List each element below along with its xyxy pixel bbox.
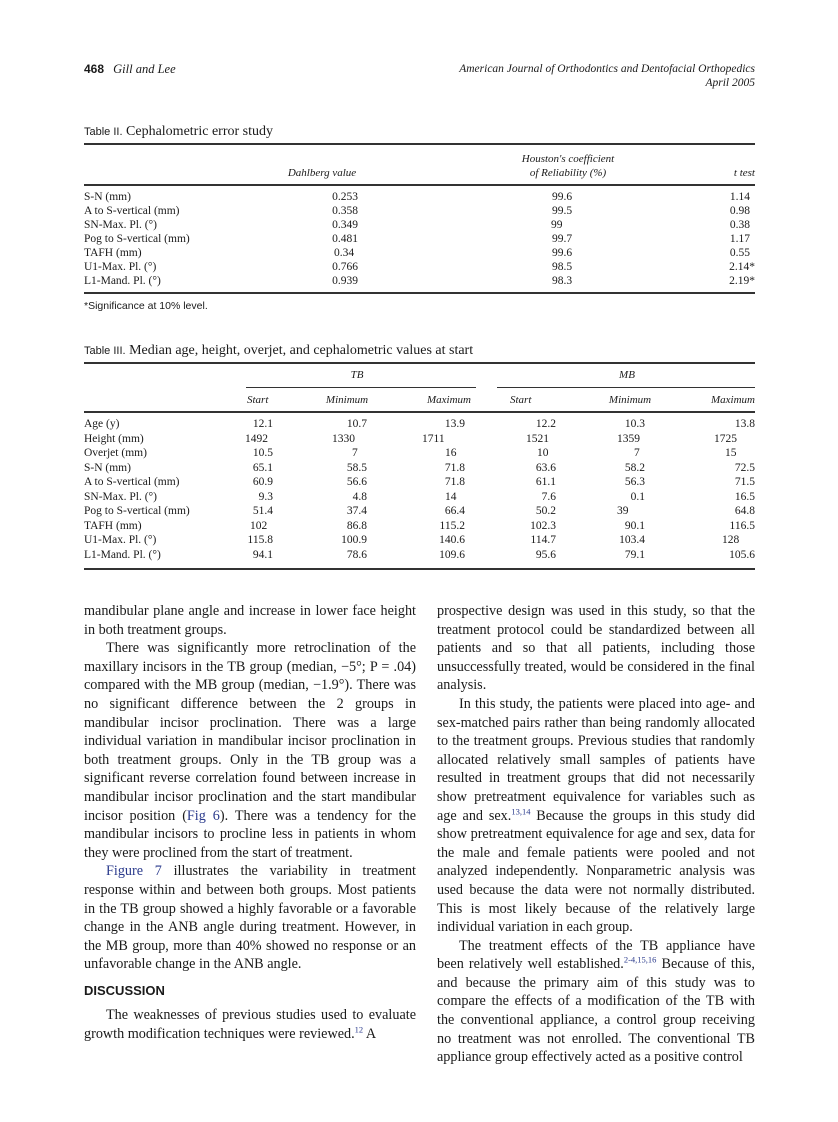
tb-minimum: 7	[352, 447, 358, 459]
subheader-tb-start: Start	[247, 394, 269, 406]
tb-minimum: 100.9	[341, 534, 367, 546]
row-label: S-N (mm)	[84, 191, 131, 203]
row-label: A to S-vertical (mm)	[84, 476, 180, 488]
mb-start: 1521	[526, 432, 549, 445]
tb-start: 9.3	[258, 490, 273, 503]
row-label: A to S-vertical (mm)	[84, 205, 180, 217]
houston-value: 99.6	[551, 247, 573, 259]
mb-start: 95.6	[535, 548, 556, 561]
table2-caption	[84, 124, 273, 140]
row-label: L1-Mand. Pl. (°)	[84, 275, 161, 287]
row-label: TAFH (mm)	[84, 519, 142, 532]
houston-value: 98.3	[551, 275, 573, 287]
dahlberg-value: 0.34	[334, 247, 355, 259]
figure-link-fig6[interactable]: Fig 6	[186, 807, 220, 824]
paragraph-text: Because the groups in this study did show pretreatment equivalence for age and sex, data for the male and female patients were pooled and not analyzed independently. Nonparametric analysis was used because the data were not normally distributed. This is most likely because of the relatively large individual variation in each group.	[437, 807, 755, 936]
paragraph	[437, 695, 755, 937]
paragraph-text: A	[363, 1026, 377, 1043]
ttest-value: 0.55	[729, 247, 750, 259]
tb-maximum: 66.4	[444, 505, 465, 517]
mb-maximum: 13.8	[734, 418, 755, 430]
mb-group-rule	[497, 387, 755, 388]
mb-start: 12.2	[535, 418, 556, 430]
row-label: S-N (mm)	[84, 461, 131, 474]
mb-maximum: 72.5	[734, 461, 755, 474]
tb-start: 115.8	[247, 534, 273, 546]
journal-name: American Journal of Orthodontics and Dentofacial Orthopedics	[459, 63, 755, 75]
ttest-value: 1.17	[729, 233, 750, 245]
figure-link-fig7[interactable]: Figure 7	[106, 863, 162, 880]
row-label: Age (y)	[84, 418, 120, 430]
body-column-left	[84, 602, 416, 1044]
mb-maximum: 71.5	[734, 476, 755, 488]
running-head	[84, 62, 755, 94]
table3-bottom-rule	[84, 568, 755, 570]
mb-start: 7.6	[541, 490, 556, 503]
tb-maximum: 1711	[422, 432, 445, 445]
table3-label: Table III.	[84, 345, 126, 357]
houston-value: 98.5	[551, 261, 573, 273]
mb-minimum: 90.1	[624, 519, 645, 532]
table2-title: Cephalometric error study	[126, 124, 273, 139]
issue-date: April 2005	[705, 77, 755, 89]
row-label: SN-Max. Pl. (°)	[84, 219, 157, 231]
mb-minimum: 58.2	[624, 461, 645, 474]
ttest-value: 0.98	[729, 205, 750, 217]
table2-header-ttest: t test	[733, 167, 755, 179]
mb-minimum: 56.3	[624, 476, 645, 488]
tb-start: 94.1	[252, 548, 273, 561]
tb-minimum: 58.5	[346, 461, 367, 474]
tb-start: 12.1	[252, 418, 273, 430]
tb-maximum: 71.8	[444, 461, 465, 474]
group-header-tb: TB	[350, 369, 364, 381]
tb-start: 10.5	[252, 447, 273, 459]
mb-minimum: 0.1	[630, 490, 645, 503]
group-header-mb: MB	[619, 369, 635, 381]
mb-start: 50.2	[535, 505, 556, 517]
ttest-value: 0.38	[729, 219, 750, 231]
row-label: SN-Max. Pl. (°)	[84, 490, 157, 503]
row-label: Pog to S-vertical (mm)	[84, 505, 190, 517]
subheader-mb-minimum: Minimum	[608, 394, 652, 406]
houston-value: 99.6	[551, 191, 573, 203]
running-head-left	[84, 62, 176, 77]
houston-value: 99.7	[551, 233, 573, 245]
mb-maximum: 1725	[714, 432, 737, 445]
tb-minimum: 10.7	[346, 418, 367, 430]
tb-maximum: 13.9	[444, 418, 465, 430]
paragraph: mandibular plane angle and increase in lower face height in both treatment groups.	[84, 603, 416, 638]
mb-minimum: 10.3	[624, 418, 645, 430]
mb-maximum: 128	[722, 534, 740, 546]
row-label: TAFH (mm)	[84, 247, 142, 259]
row-label: Overjet (mm)	[84, 447, 147, 459]
mb-minimum: 39	[617, 505, 629, 517]
tb-minimum: 4.8	[352, 490, 367, 503]
tb-maximum: 16	[445, 447, 457, 459]
tb-maximum: 115.2	[439, 519, 465, 532]
paragraph	[84, 862, 416, 974]
table2-header-dahlberg: Dahlberg value	[287, 167, 357, 179]
tb-maximum: 109.6	[439, 548, 465, 561]
tb-start: 102	[250, 519, 268, 532]
houston-value: 99.5	[551, 205, 573, 217]
tb-start: 51.4	[252, 505, 273, 517]
table2-bottom-rule	[84, 292, 755, 294]
paragraph-text: The weaknesses of previous studies used to evaluate growth modification techniques were reviewed.	[84, 1007, 416, 1043]
mb-maximum: 16.5	[734, 490, 755, 503]
paragraph-text: There was significantly more retroclination of the maxillary incisors in the TB group (median, −5°; P = .04) compared with the MB group (median, −1.9°). There was no significant difference between the 2 groups in mandibular incisor proclination. There was a large individual variation in mandibular incisor proclination in both treatment groups. Only in the TB group was a significant reverse correlation found between increase in mandibular incisor proclination and the start mandibular incisor position (	[84, 640, 416, 824]
mb-maximum: 116.5	[729, 519, 755, 532]
subheader-mb-start: Start	[510, 394, 532, 406]
reference-link[interactable]: 13,14	[511, 805, 531, 816]
reference-link[interactable]: 2-4,15,16	[623, 954, 657, 965]
mb-start: 114.7	[530, 534, 556, 546]
mb-minimum: 79.1	[624, 548, 645, 561]
authors: Gill and Lee	[113, 62, 176, 76]
paragraph-text: In this study, the patients were placed into age- and sex-matched pairs rather than being randomly allocated to the treatment groups. Previous studies that randomly allocated relatively small samples of patients have resulted in treatment groups that did not necessarily show pretreatment equivalence for variables such as age and sex.	[437, 695, 755, 824]
mb-maximum: 15	[725, 447, 737, 459]
tb-minimum: 56.6	[346, 476, 367, 488]
subheader-tb-maximum: Maximum	[427, 394, 471, 406]
mb-start: 63.6	[535, 461, 556, 474]
mb-minimum: 103.4	[619, 534, 645, 546]
table2-header-rule	[84, 184, 755, 186]
paragraph	[84, 1006, 416, 1043]
ttest-value: 2.14*	[729, 261, 755, 273]
row-label: U1-Max. Pl. (°)	[84, 261, 157, 273]
tb-minimum: 86.8	[346, 519, 367, 532]
section-heading-discussion: DISCUSSION	[84, 982, 165, 998]
table3-caption	[84, 343, 473, 359]
table2-header-houston-1: Houston's coefficient	[521, 153, 615, 165]
houston-value: 99	[551, 219, 563, 231]
table3-top-rule	[84, 362, 755, 364]
running-head-right	[459, 62, 755, 90]
tb-start: 1492	[245, 432, 268, 445]
tb-start: 65.1	[252, 461, 273, 474]
mb-start: 10	[537, 447, 549, 459]
ttest-value: 1.14	[729, 191, 750, 203]
row-label: Pog to S-vertical (mm)	[84, 233, 190, 245]
mb-minimum: 7	[634, 447, 640, 459]
paragraph: prospective design was used in this study, so that the treatment protocol could be standardized between all patients and so that all patients, including those unsuccessfully treated, would be considered in the final analysis.	[437, 603, 755, 694]
row-label: Height (mm)	[84, 432, 144, 445]
paragraph	[84, 639, 416, 862]
tb-maximum: 140.6	[439, 534, 465, 546]
tb-maximum: 14	[445, 490, 457, 503]
subheader-mb-maximum: Maximum	[711, 394, 755, 406]
table3-title: Median age, height, overjet, and cephalometric values at start	[129, 343, 474, 358]
paragraph	[437, 937, 755, 1067]
mb-maximum: 105.6	[729, 548, 755, 561]
table2-header-houston-2: of Reliability (%)	[529, 167, 607, 179]
table2-footnote: *Significance at 10% level.	[84, 300, 208, 312]
dahlberg-value: 0.766	[332, 261, 358, 273]
mb-minimum: 1359	[617, 432, 640, 445]
paragraph-text: illustrates the variability in treatment response within and between both groups. Most patients in the TB group showed a highly favorable or a favorable change in the ANB angle during treatment. However, in the MB group, more than 40% showed no response or an unfavorable change in the ANB angle.	[84, 863, 416, 973]
dahlberg-value: 0.939	[332, 275, 358, 287]
dahlberg-value: 0.253	[332, 191, 358, 203]
table2-top-rule	[84, 143, 755, 145]
mb-start: 102.3	[530, 519, 556, 532]
tb-group-rule	[246, 387, 476, 388]
table2-label: Table II.	[84, 126, 123, 138]
page-number: 468	[84, 62, 105, 76]
reference-link[interactable]: 12	[354, 1024, 364, 1035]
subheader-tb-minimum: Minimum	[325, 394, 369, 406]
ttest-value: 2.19*	[729, 275, 755, 287]
paragraph-text: ). There was a tendency for the mandibular incisors to procline less in patients in whom they were proclined from the start of treatment.	[84, 807, 416, 861]
row-label: U1-Max. Pl. (°)	[84, 534, 157, 546]
body-column-right	[437, 602, 755, 1067]
tb-minimum: 37.4	[346, 505, 367, 517]
paragraph-text: The treatment effects of the TB appliance have been relatively well established.	[437, 937, 755, 973]
mb-start: 61.1	[535, 476, 556, 488]
dahlberg-value: 0.358	[332, 205, 358, 217]
dahlberg-value: 0.349	[332, 219, 358, 231]
tb-minimum: 78.6	[346, 548, 367, 561]
mb-maximum: 64.8	[734, 505, 755, 517]
tb-maximum: 71.8	[444, 476, 465, 488]
table3-header-rule	[84, 411, 755, 413]
dahlberg-value: 0.481	[332, 233, 358, 245]
paragraph-text: Because of this, and because the primary aim of this study was to compare the effects of a modification of the TB with the conventional appliance, a control group receiving no treatment was not enrolled. The conventional TB appliance group effectively acted as a positive control	[437, 956, 755, 1066]
tb-start: 60.9	[252, 476, 273, 488]
tb-minimum: 1330	[332, 432, 355, 445]
row-label: L1-Mand. Pl. (°)	[84, 548, 161, 561]
